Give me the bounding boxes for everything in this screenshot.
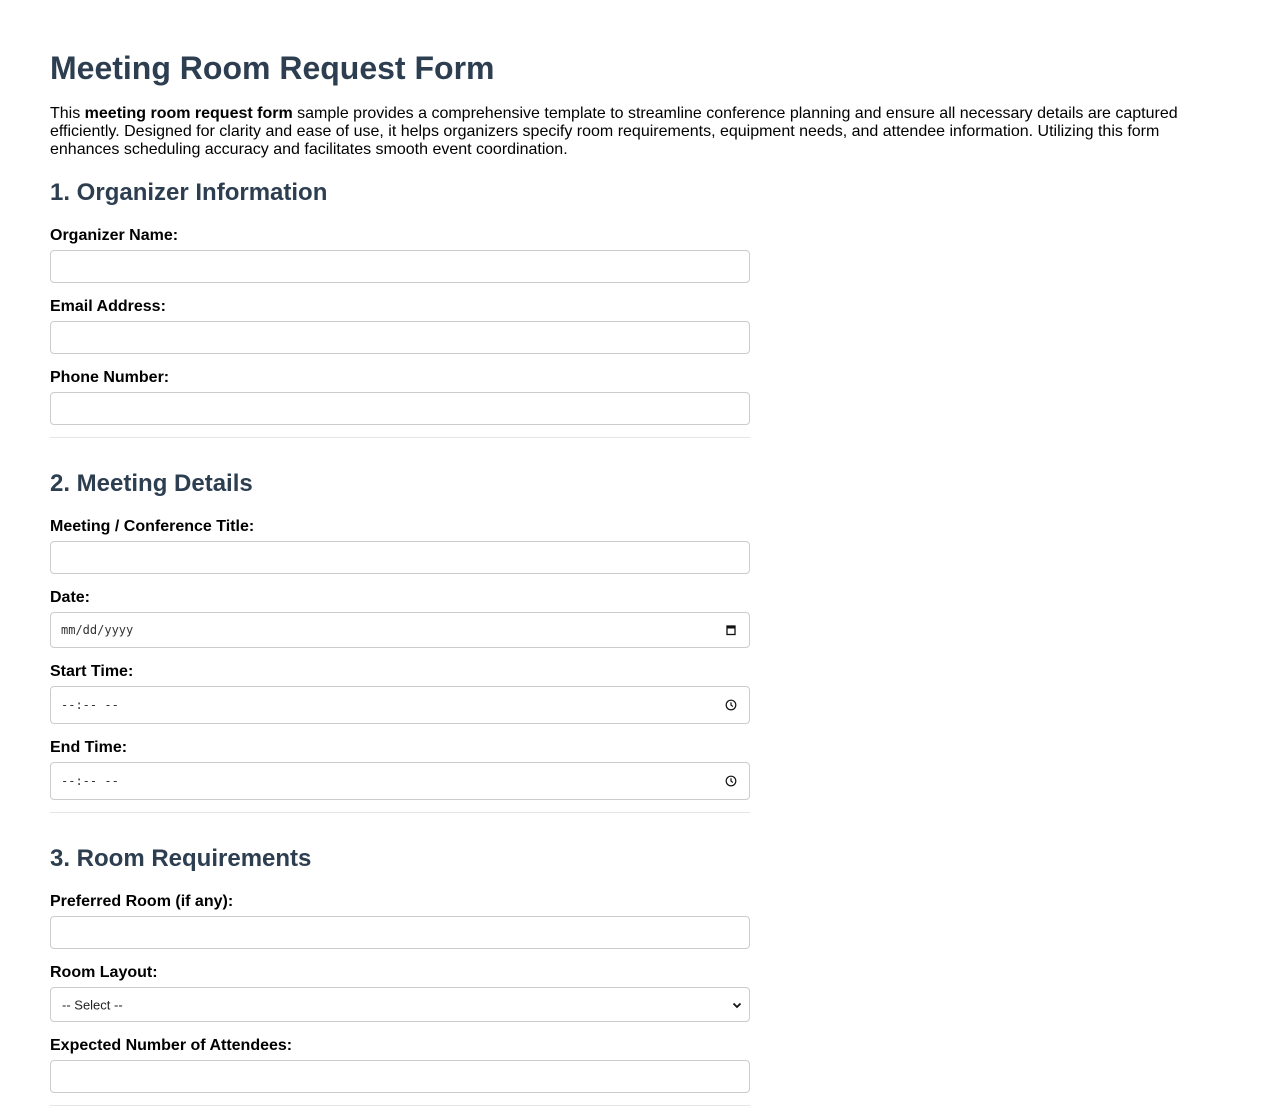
meeting-title-field[interactable] — [50, 541, 750, 574]
room-layout-label: Room Layout: — [50, 964, 158, 981]
preferred-room-input[interactable] — [51, 917, 749, 948]
start-time-placeholder: --:-- -- — [61, 698, 119, 712]
end-time-label: End Time: — [50, 739, 128, 756]
email-field[interactable] — [50, 321, 750, 354]
attendees-field[interactable] — [50, 1060, 750, 1093]
date-label: Date: — [50, 589, 91, 606]
section-heading: 3. Room Requirements — [50, 845, 312, 872]
organizer-name-input[interactable] — [51, 251, 749, 282]
email-label: Email Address: — [50, 298, 166, 315]
attendees-input[interactable] — [51, 1061, 749, 1092]
section-organizer — [50, 179, 750, 438]
intro-bold: meeting room request form — [84, 105, 293, 122]
date-input[interactable] — [50, 612, 750, 648]
section-meeting-details — [50, 470, 750, 813]
section-divider — [50, 1105, 750, 1106]
organizer-name-field[interactable] — [50, 250, 750, 283]
room-layout-selected: -- Select -- — [62, 997, 123, 1012]
start-time-label: Start Time: — [50, 663, 134, 680]
phone-field[interactable] — [50, 392, 750, 425]
phone-label: Phone Number: — [50, 369, 170, 386]
intro-paragraph — [50, 105, 1210, 159]
section-divider — [50, 812, 750, 813]
meeting-title-input[interactable] — [51, 542, 749, 573]
meeting-title-label: Meeting / Conference Title: — [50, 518, 255, 535]
section-room-requirements — [50, 845, 750, 1106]
organizer-name-label: Organizer Name: — [50, 227, 179, 244]
start-time-input[interactable] — [50, 686, 750, 724]
chevron-down-icon[interactable] — [731, 999, 743, 1011]
attendees-label: Expected Number of Attendees: — [50, 1037, 293, 1054]
clock-icon[interactable] — [725, 775, 737, 787]
clock-icon[interactable] — [725, 699, 737, 711]
intro-prefix: This — [50, 105, 85, 122]
end-time-input[interactable] — [50, 762, 750, 800]
room-layout-select[interactable] — [50, 987, 750, 1022]
phone-input[interactable] — [51, 393, 749, 424]
section-heading: 2. Meeting Details — [50, 470, 253, 497]
preferred-room-field[interactable] — [50, 916, 750, 949]
meeting-room-form — [50, 179, 750, 1106]
email-input[interactable] — [51, 322, 749, 353]
end-time-placeholder: --:-- -- — [61, 774, 119, 788]
preferred-room-label: Preferred Room (if any): — [50, 893, 234, 910]
calendar-icon[interactable] — [725, 624, 737, 636]
page-title: Meeting Room Request Form — [50, 50, 495, 86]
intro-rest: sample provides a comprehensive template to streamline conference planning and ensure all necessary details are captured efficiently. Designed for clarity and ease of use, it helps organizers specify room requirements, equipment needs, and attendee information. Utilizing this form enhances scheduling accuracy and facilitates smooth event coordination. — [50, 105, 1178, 158]
section-divider — [50, 437, 750, 438]
section-heading: 1. Organizer Information — [50, 179, 328, 206]
date-placeholder: mm/dd/yyyy — [61, 623, 134, 637]
